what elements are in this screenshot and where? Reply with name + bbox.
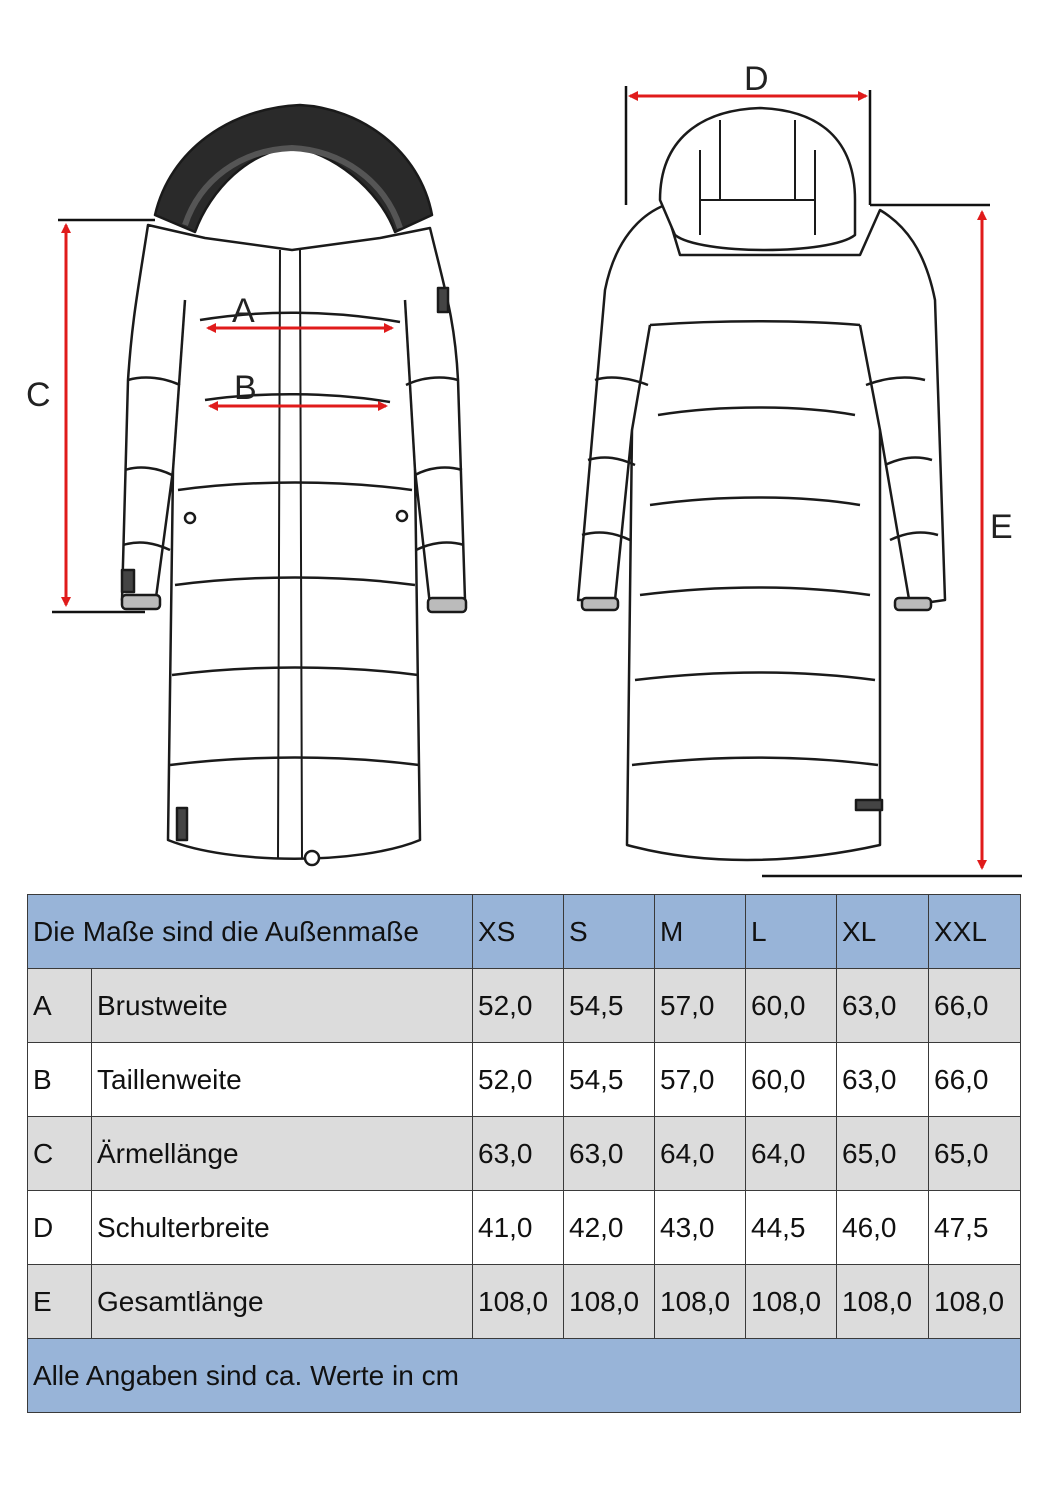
value-cell: 66,0 (929, 969, 1021, 1043)
value-cell: 108,0 (564, 1265, 655, 1339)
label-a: A (232, 292, 255, 330)
value-cell: 46,0 (837, 1191, 929, 1265)
row-name: Ärmellänge (92, 1117, 473, 1191)
row-name: Brustweite (92, 969, 473, 1043)
value-cell: 63,0 (837, 1043, 929, 1117)
label-d: D (744, 60, 769, 98)
value-cell: 63,0 (837, 969, 929, 1043)
row-key: A (28, 969, 92, 1043)
table-footer-row (28, 1339, 1021, 1413)
row-name: Taillenweite (92, 1043, 473, 1117)
value-cell: 44,5 (746, 1191, 837, 1265)
size-header-xs: XS (473, 895, 564, 969)
value-cell: 64,0 (746, 1117, 837, 1191)
row-name: Gesamtlänge (92, 1265, 473, 1339)
coat-front-drawing (122, 105, 466, 865)
row-name: Schulterbreite (92, 1191, 473, 1265)
table-row (28, 969, 1021, 1043)
header-title: Die Maße sind die Außenmaße (28, 895, 473, 969)
value-cell: 65,0 (929, 1117, 1021, 1191)
value-cell: 52,0 (473, 1043, 564, 1117)
value-cell: 108,0 (746, 1265, 837, 1339)
table-row (28, 1191, 1021, 1265)
coat-back-drawing (578, 108, 945, 860)
table-row (28, 1043, 1021, 1117)
value-cell: 66,0 (929, 1043, 1021, 1117)
value-cell: 63,0 (564, 1117, 655, 1191)
value-cell: 43,0 (655, 1191, 746, 1265)
size-header-m: M (655, 895, 746, 969)
value-cell: 57,0 (655, 969, 746, 1043)
value-cell: 64,0 (655, 1117, 746, 1191)
value-cell: 108,0 (837, 1265, 929, 1339)
size-chart-table (27, 894, 1021, 1413)
size-header-l: L (746, 895, 837, 969)
size-header-xxl: XXL (929, 895, 1021, 969)
size-header-s: S (564, 895, 655, 969)
value-cell: 63,0 (473, 1117, 564, 1191)
value-cell: 60,0 (746, 969, 837, 1043)
table-header-row (28, 895, 1021, 969)
value-cell: 60,0 (746, 1043, 837, 1117)
value-cell: 52,0 (473, 969, 564, 1043)
value-cell: 47,5 (929, 1191, 1021, 1265)
value-cell: 57,0 (655, 1043, 746, 1117)
size-header-xl: XL (837, 895, 929, 969)
value-cell: 54,5 (564, 1043, 655, 1117)
table-row (28, 1117, 1021, 1191)
row-key: D (28, 1191, 92, 1265)
footer-note: Alle Angaben sind ca. Werte in cm (28, 1339, 1021, 1413)
value-cell: 42,0 (564, 1191, 655, 1265)
row-key: E (28, 1265, 92, 1339)
label-b: B (234, 369, 257, 407)
value-cell: 54,5 (564, 969, 655, 1043)
value-cell: 65,0 (837, 1117, 929, 1191)
value-cell: 108,0 (929, 1265, 1021, 1339)
value-cell: 108,0 (655, 1265, 746, 1339)
label-e: E (990, 508, 1013, 546)
row-key: B (28, 1043, 92, 1117)
row-key: C (28, 1117, 92, 1191)
value-cell: 41,0 (473, 1191, 564, 1265)
value-cell: 108,0 (473, 1265, 564, 1339)
table-row (28, 1265, 1021, 1339)
label-c: C (26, 376, 51, 414)
